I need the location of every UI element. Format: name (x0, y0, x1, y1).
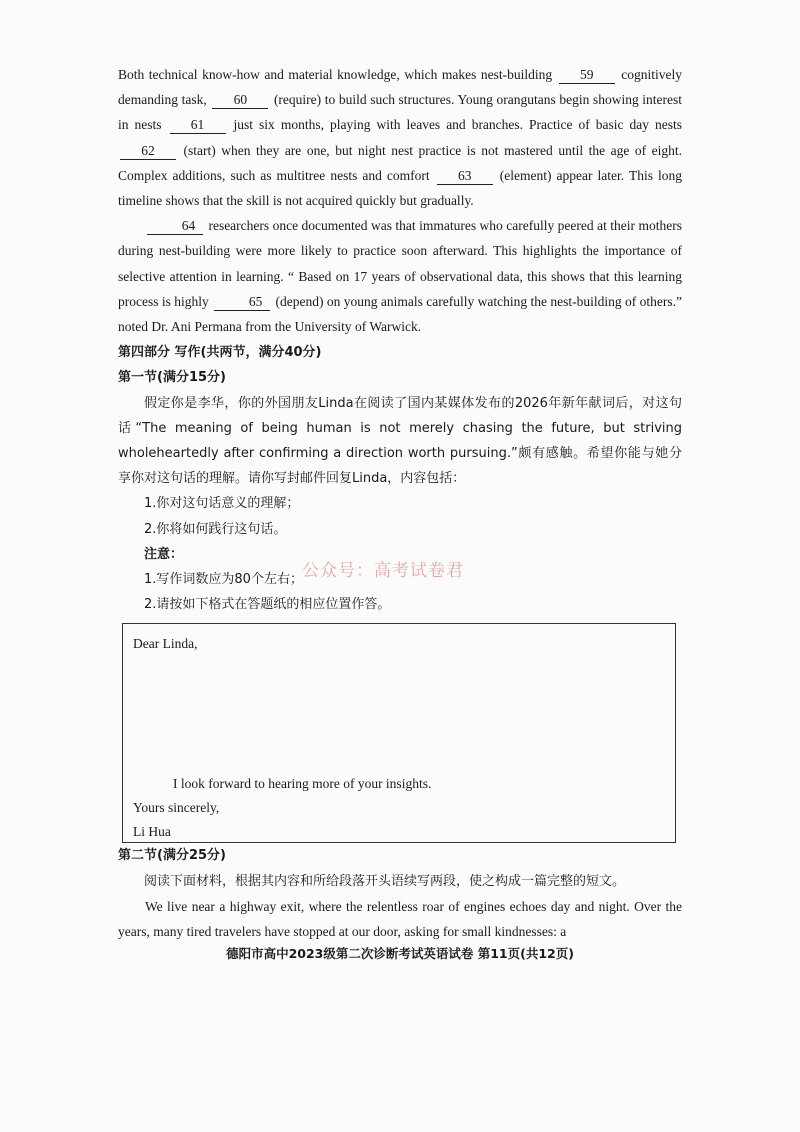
part-four-title: 第四部分 写作(共两节，满分40分) (118, 345, 322, 361)
blank-65: 65 (214, 294, 270, 311)
blank-61: 61 (170, 117, 226, 134)
writing-prompt: 假定你是李华，你的外国朋友Linda在阅读了国内某媒体发布的2026年新年献词后，对这句话“The meaning of being human is not merely chasing the future, but striving wholeheartedly after confirming a direction worth pursuing.”颇有感触。希望你能与她分享你对这句话的理解。请你写封邮件回复Linda，内容包括： (118, 395, 682, 487)
notes-title: 注意： (144, 546, 184, 562)
content-points (118, 491, 682, 617)
passage-text: (element) appear later. This long timeline shows that the skill is not acquired quickly but gradually. (118, 167, 682, 209)
blank-64: 64 (147, 218, 203, 235)
story-opening: We live near a highway exit, where the relentless roar of engines echoes day and night. Over the years, many tired travelers have stopped at our door, asking for small kindnesses: a (118, 898, 682, 940)
section-two-title: 第二节(满分25分) (118, 848, 226, 864)
content-point: 1.你对这句话意义的理解； (144, 496, 300, 512)
section-one-title: 第一节(满分15分) (118, 370, 226, 386)
blank-59: 59 (559, 67, 615, 84)
letter-format-box (122, 623, 676, 843)
passage-text: (depend) on young animals carefully watching the nest-building of others.” noted Dr. Ani Permana from the University of Warwick. (118, 293, 683, 335)
content-point: 2.你将如何践行这句话。 (144, 521, 287, 537)
passage-paragraph-1 (118, 62, 682, 213)
letter-closing-line: I look forward to hearing more of your insights. (173, 776, 432, 792)
letter-signature: Li Hua (133, 824, 171, 840)
passage-text: (start) when they are one, but night nest practice is not mastered until the age of eight. Complex additions, such as multitree nests and comfort (118, 142, 683, 183)
passage-text: cognitively demanding task, (118, 67, 682, 108)
blank-60: 60 (212, 92, 268, 109)
section-two-prompt: 阅读下面材料，根据其内容和所给段落开头语续写两段，使之构成一篇完整的短文。 (144, 873, 626, 889)
note-item: 2.请按如下格式在答题纸的相应位置作答。 (144, 597, 391, 613)
passage-text: researchers once documented was that immatures who carefully peered at their mothers during nest-building were more likely to practice soon afterward. This highlights the importance of selective attention in learning. “ Based on 17 years of observational data, this shows that this learning process is highly (118, 218, 682, 309)
letter-greeting: Dear Linda, (133, 636, 198, 652)
passage-text: just six months, playing with leaves and branches. Practice of basic day nests (233, 117, 683, 133)
blank-62: 62 (120, 143, 176, 160)
page-footer: 德阳市高中2023级第二次诊断考试英语试卷 第11页(共12页) (226, 946, 574, 961)
blank-63: 63 (437, 168, 493, 185)
passage-paragraph-2 (118, 213, 682, 339)
exam-page (118, 62, 682, 944)
passage-text: (require) to build such structures. Young orangutans begin showing interest in nests (118, 92, 683, 133)
note-item: 1.写作词数应为80个左右； (144, 572, 303, 588)
letter-sign-off: Yours sincerely, (133, 800, 220, 816)
watermark: 公众号：高考试卷君 (302, 561, 464, 581)
passage-text: Both technical know-how and material knowledge, which makes nest-building (118, 67, 553, 82)
